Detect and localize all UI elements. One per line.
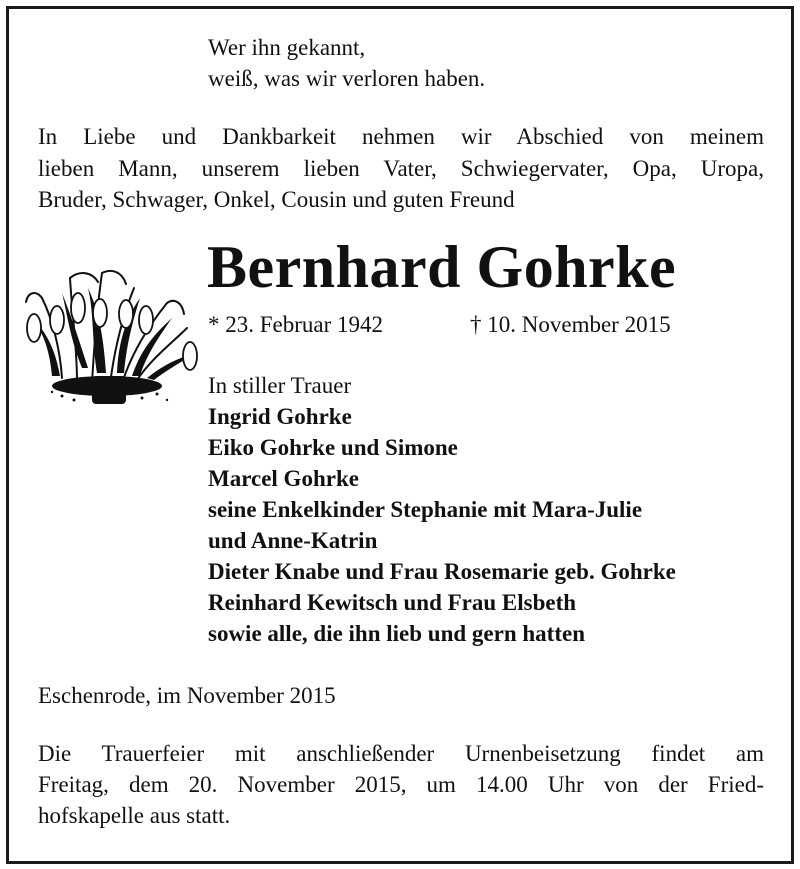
snowdrop-flowers-icon — [22, 258, 202, 408]
intro-line-3: Bruder, Schwager, Onkel, Cousin und guten Freund — [38, 187, 515, 212]
funeral-line-2: Freitag, dem 20. November 2015, um 14.00 Uhr von der Fried- — [38, 772, 764, 797]
poem-line-1: Wer ihn gekannt, — [208, 35, 366, 60]
intro-line-2: lieben Mann, unserem lieben Vater, Schwiegervater, Opa, Uropa, — [38, 156, 764, 181]
deceased-name: Bernhard Gohrke — [207, 234, 677, 300]
death-date: † 10. November 2015 — [470, 312, 671, 337]
place-date: Eschenrode, im November 2015 — [38, 683, 336, 708]
mourning-label: In stiller Trauer — [208, 373, 352, 398]
mourner-line: seine Enkelkinder Stephanie mit Mara-Julie — [208, 497, 643, 522]
mourner-line: Ingrid Gohrke — [208, 404, 352, 429]
mourner-line: Reinhard Kewitsch und Frau Elsbeth — [208, 590, 577, 615]
mourner-line: und Anne-Katrin — [208, 528, 378, 553]
funeral-line-3: hofskapelle aus statt. — [38, 803, 231, 828]
funeral-line-1: Die Trauerfeier mit anschließender Urnenbeisetzung findet am — [38, 741, 764, 766]
mourner-line: Eiko Gohrke und Simone — [208, 435, 458, 460]
mourner-line: Marcel Gohrke — [208, 466, 359, 491]
mourner-line: Dieter Knabe und Frau Rosemarie geb. Gohrke — [208, 559, 676, 584]
birth-date: * 23. Februar 1942 — [208, 312, 384, 337]
intro-line-1: In Liebe und Dankbarkeit nehmen wir Abschied von meinem — [38, 124, 764, 149]
poem-line-2: weiß, was wir verloren haben. — [208, 66, 486, 91]
mourner-line: sowie alle, die ihn lieb und gern hatten — [208, 621, 585, 646]
